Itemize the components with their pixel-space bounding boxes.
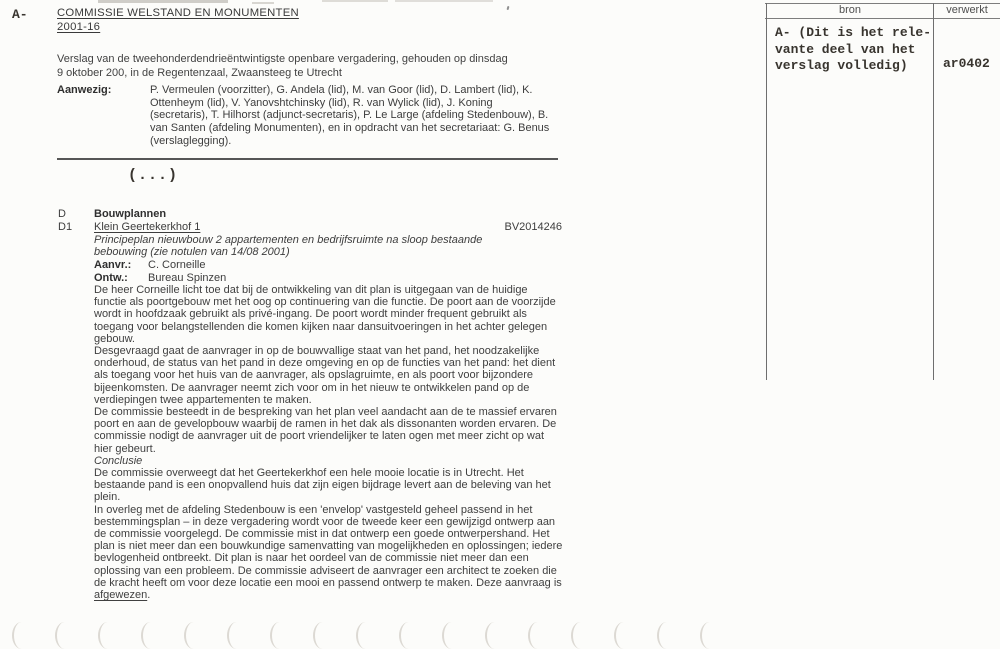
verdict-text-after: . <box>147 589 151 602</box>
scan-mark-parenthesis <box>657 622 676 649</box>
scan-artifact <box>98 0 228 3</box>
section-d1-row <box>58 221 562 234</box>
section-d-title: Bouwplannen <box>94 208 167 220</box>
designer-label: Ontw.: <box>94 271 128 284</box>
sidebar-table-header-border <box>765 18 1000 19</box>
scan-mark-parenthesis <box>227 622 246 649</box>
scan-artifact <box>322 0 388 2</box>
meeting-intro-line2: 9 oktober 200, in de Regentenzaal, Zwaansteeg te Utrecht <box>57 66 342 79</box>
paragraph-discussion-1: De heer Corneille licht toe dat bij de ontwikkeling van dit plan is uitgegaan van de huidige functie als poortgebouw met het oog op continuering van die functie. De poort aan de voorzijde wordt in hoofdzaak gebruikt als privé-ingang. De poort wordt minder frequent gebruikt als toegang voor belangstellenden die komen kijken naar dansuitvoeringen in het achter gelegen gebouw. <box>94 284 556 345</box>
paragraph-discussion-2: Desgevraagd gaat de aanvrager in op de bouwvallige staat van het pand, het noodzakelijke onderhoud, de status van het pand in deze omgeving en op de functies van het pand: het dient als toegang voor het huis van de aanvrager, als opslagruimte, en als poort voor bijzondere bijeenkomsten. De aanvrager neemt zich voor om in het nieuw te ontwikkelen pand op de verdiepingen twee appartementen te maken. <box>94 345 556 406</box>
sidebar-note-line3: verslag volledig) <box>775 58 908 73</box>
sidebar-typed-note <box>775 25 931 75</box>
designer-value: Bureau Spinzen <box>148 271 227 284</box>
applicant-value: C. Corneille <box>148 259 206 271</box>
scan-mark-parenthesis <box>614 622 633 649</box>
scan-mark-parenthesis <box>55 622 74 649</box>
horizontal-rule <box>57 158 558 160</box>
paragraph-discussion-3: De commissie besteedt in de bespreking van het plan veel aandacht aan de te massief ervaren poort en aan de gevelopbouw waarbij de ramen in het dak als dissonanten worden ervaren. De commissie nodigt de aanvrager uit de poort vriendelijker te laten ogen met meer zicht op wat hier gebeurt. <box>94 406 557 455</box>
sidebar-column-header-verwerkt: verwerkt <box>946 4 988 16</box>
scan-mark-parenthesis <box>442 622 461 649</box>
scan-mark-parenthesis <box>399 622 418 649</box>
conclusion-label: Conclusie <box>94 454 143 467</box>
scan-artifact <box>395 0 493 2</box>
sidebar-note-line2: vante deel van het <box>775 41 916 57</box>
attendees-text: P. Vermeulen (voorzitter), G. Andela (lid), M. van Goor (lid), D. Lambert (lid), K. Ottenheym (lid), V. Yanovshtchinsky (lid), R. van Wylick (lid), J. Koning (secretaris), T. Hilhorst (adjunct-secretaris), P. Le Large (afdeling Stedenbouw), B. van Santen (afdeling Monumenten), en in opdracht van het secretariaat: G. Benus (verslaglegging). <box>150 84 550 147</box>
applicant-row <box>94 259 205 272</box>
sidebar-archive-code: ar0402 <box>943 56 990 71</box>
meeting-intro-line1: Verslag van de tweehonderdendrieëntwintigste openbare vergadering, gehouden op dinsdag <box>57 53 508 65</box>
verdict-word: afgewezen <box>94 589 148 602</box>
paragraph-conclusion-1: De commissie overweegt dat het Geertekerkhof een hele mooie locatie is in Utrecht. Het bestaande pand is een onopvallend huis dat zijn eigen bijdrage levert aan de beleving van het plein. <box>94 467 551 504</box>
applicant-label: Aanvr.: <box>94 259 132 271</box>
plan-subtitle: Principeplan nieuwbouw 2 appartementen en bedrijfsruimte na sloop bestaande bebouwing (zie notulen van 14/08 2001) <box>94 234 483 259</box>
designer-row <box>94 272 226 285</box>
sidebar-table-left-border <box>766 3 767 380</box>
verdict-text-before: In overleg met de afdeling Stedenbouw is een 'envelop' vastgesteld geheel passend in het bestemmingsplan – in deze vergadering wordt voor de tweede keer een gewijzigd ontwerp aan de commissie voorgelegd. De commissie mist in dat ontwerp een goede ontwerpershand. Het plan is niet meer dan een bouwkundige samenvatting van mogelijkheden en oplossingen; iedere bevlogenheid ontbreekt. Dit plan is naar het oordeel van de commissie niet meer dan een oplossing van een probleem. De commissie adviseert de aanvrager een architect te zoeken die de kracht heeft om voor deze locatie een mooi en passend ontwerp te maken. Deze aanvraag is <box>94 503 563 589</box>
document-title: COMMISSIE WELSTAND EN MONUMENTEN <box>57 7 299 19</box>
scan-mark-parenthesis <box>141 622 160 649</box>
paragraph-conclusion-2 <box>94 504 563 602</box>
sidebar-column-header-bron: bron <box>838 4 862 16</box>
scan-mark-parenthesis <box>571 622 590 649</box>
meeting-intro <box>57 53 508 80</box>
omission-mark: (...) <box>128 167 179 184</box>
scan-artifact <box>507 6 510 10</box>
margin-annotation: A- <box>12 7 28 22</box>
scan-mark-parenthesis <box>356 622 375 649</box>
scan-mark-parenthesis <box>528 622 547 649</box>
attendees-block <box>57 84 552 148</box>
document-number: 2001-16 <box>57 21 101 33</box>
scan-mark-parenthesis <box>700 622 719 649</box>
section-d1-label: D1 <box>58 221 73 233</box>
sidebar-note-line1: A- (Dit is het rele- <box>775 25 932 40</box>
section-d1-title: Klein Geertekerkhof 1 <box>94 221 201 233</box>
attendees-label: Aanwezig: <box>57 84 112 96</box>
document-header <box>57 6 299 34</box>
minutes-body <box>94 284 563 601</box>
scan-mark-parenthesis <box>485 622 504 649</box>
scan-mark-parenthesis <box>184 622 203 649</box>
scan-mark-parenthesis <box>270 622 289 649</box>
sidebar-table-column-divider <box>933 3 934 380</box>
section-d-row <box>58 208 562 221</box>
section-d-label: D <box>58 208 66 220</box>
scan-mark-parenthesis <box>313 622 332 649</box>
scan-mark-parenthesis <box>98 622 117 649</box>
scan-artifact <box>252 2 274 4</box>
scan-mark-parenthesis <box>12 622 31 649</box>
case-number: BV2014246 <box>504 221 562 233</box>
